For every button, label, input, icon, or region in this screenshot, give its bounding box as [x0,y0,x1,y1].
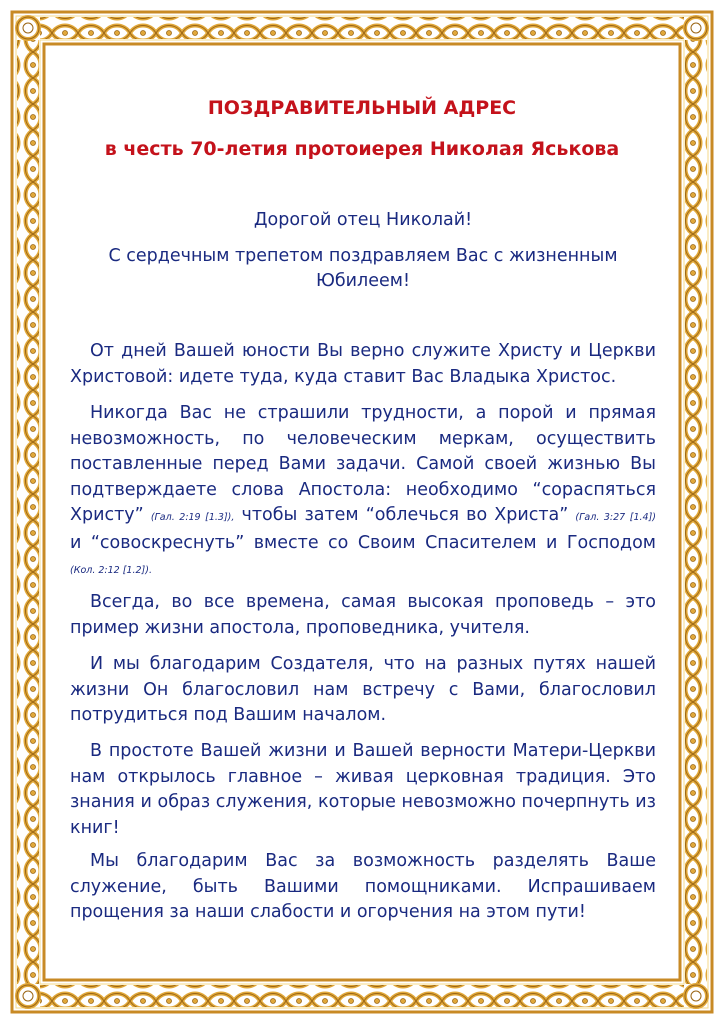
paragraph-3: Всегда, во все времена, самая высокая проповедь – это пример жизни апостола, проповедника, учителя. [70,592,656,638]
greeting-salutation: Дорогой отец Николай! [253,210,473,230]
scripture-reference: (Кол. 2:12 [1.2]). [70,565,152,576]
document-subtitle: в честь 70-летия протоиерея Николая Яськова [104,138,620,160]
paragraph-6: Мы благодарим Вас за возможность разделять Ваше служение, быть Вашими помощниками. Испрашиваем прощения за наши слабости и огорчения на этом пути! [70,851,656,922]
greeting-congratulation: С сердечным трепетом поздравляем Вас с жизненным Юбилеем! [108,246,618,291]
paragraph-2 [70,401,656,584]
paragraph-2-text-c: и “совоскреснуть” вместе со Своим Спасителем и Господом [70,532,656,553]
scripture-reference: (Гал. 3:27 [1.4]) [575,512,656,523]
paragraph-1: От дней Вашей юности Вы верно служите Христу и Церкви Христовой: идете туда, куда ставит Вас Владыка Христос. [70,341,656,387]
paragraph-5: В простоте Вашей жизни и Вашей верности Матери-Церкви нам открылось главное – живая церковная традиция. Это знания и образ служения, которые невозможно почерпнуть из книг! [70,741,656,838]
scripture-reference: (Гал. 2:19 [1.3]), [150,512,235,523]
paragraph-4: И мы благодарим Создателя, что на разных путях нашей жизни Он благословил нам встречу с Вами, благословил потрудиться под Вашим началом. [70,654,656,725]
document-title: ПОЗДРАВИТЕЛЬНЫЙ АДРЕС [207,97,517,119]
paragraph-2-text-b: чтобы затем “облечься во Христа” [234,505,576,525]
paragraph-2-text-a: Никогда Вас не страшили трудности, а порой и прямая невозможность, по человеческим меркам, осуществить поставленные перед Вами задачи. Самой своей жизнью Вы подтверждаете слова Апостола: необходимо “сораспяться Христу” [70,403,656,525]
